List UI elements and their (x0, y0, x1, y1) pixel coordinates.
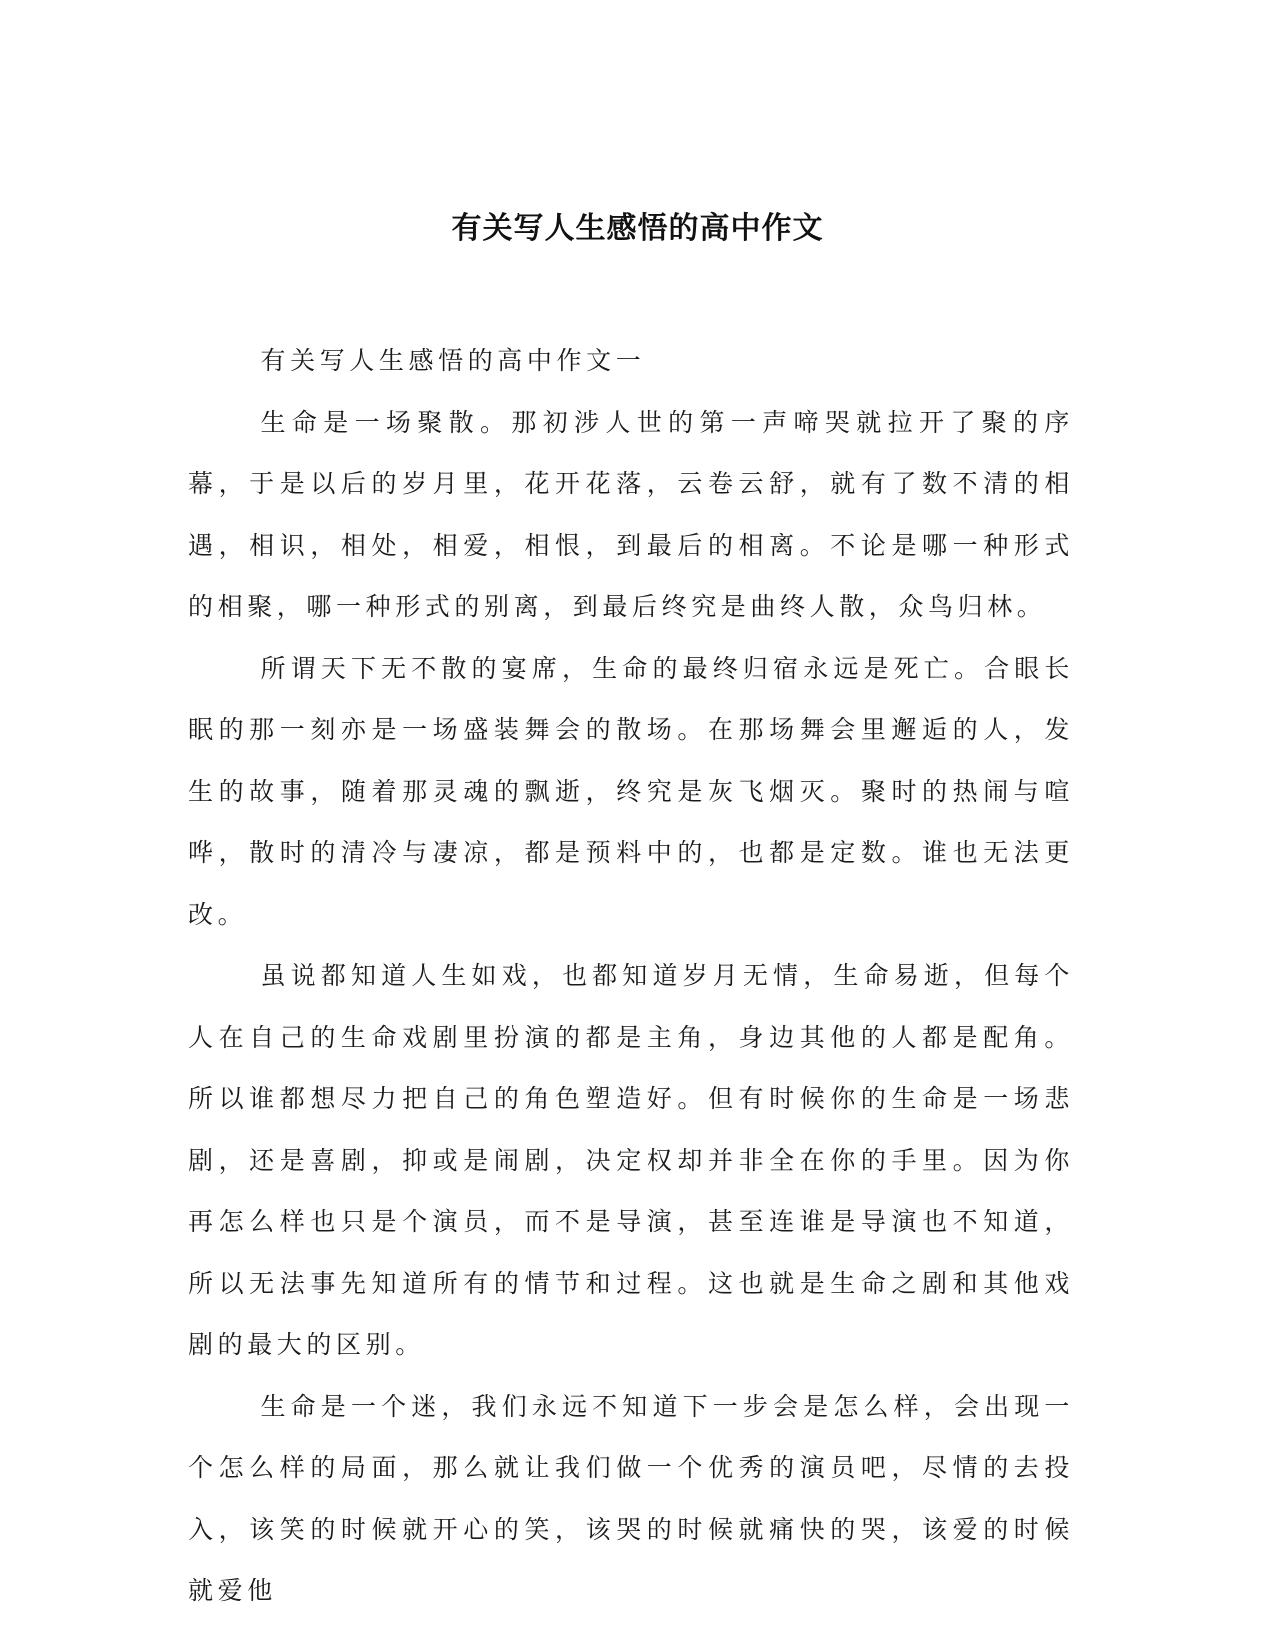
paragraph-2: 所谓天下无不散的宴席，生命的最终归宿永远是死亡。合眼长眠的那一刻亦是一场盛装舞会的散场。在那场舞会里邂逅的人，发生的故事，随着那灵魂的飘逝，终究是灰飞烟灭。聚时的热闹与喧哗，散时的清冷与凄凉，都是预料中的，也都是定数。谁也无法更改。 (188, 653, 1074, 929)
paragraph-4: 生命是一个迷，我们永远不知道下一步会是怎么样，会出现一个怎么样的局面，那么就让我们做一个优秀的演员吧，尽情的去投入，该笑的时候就开心的笑，该哭的时候就痛快的哭，该爱的时候就爱他 (188, 1391, 1074, 1605)
paragraph-3: 虽说都知道人生如戏，也都知道岁月无情，生命易逝，但每个人在自己的生命戏剧里扮演的都是主角，身边其他的人都是配角。所以谁都想尽力把自己的角色塑造好。但有时候你的生命是一场悲剧，还是喜剧，抑或是闹剧，决定权却并非全在你的手里。因为你再怎么样也只是个演员，而不是导演，甚至连谁是导演也不知道，所以无法事先知道所有的情节和过程。这也就是生命之剧和其他戏剧的最大的区别。 (188, 961, 1074, 1359)
document-title: 有关写人生感悟的高中作文 (451, 211, 824, 246)
paragraph-1: 生命是一场聚散。那初涉人世的第一声啼哭就拉开了聚的序幕，于是以后的岁月里，花开花落，云卷云舒，就有了数不清的相遇，相识，相处，相爱，相恨，到最后的相离。不论是哪一种形式的相聚，哪一种形式的别离，到最后终究是曲终人散，众鸟归林。 (188, 407, 1074, 621)
section-heading: 有关写人生感悟的高中作文一 (260, 346, 646, 375)
document-body (188, 330, 1074, 1622)
